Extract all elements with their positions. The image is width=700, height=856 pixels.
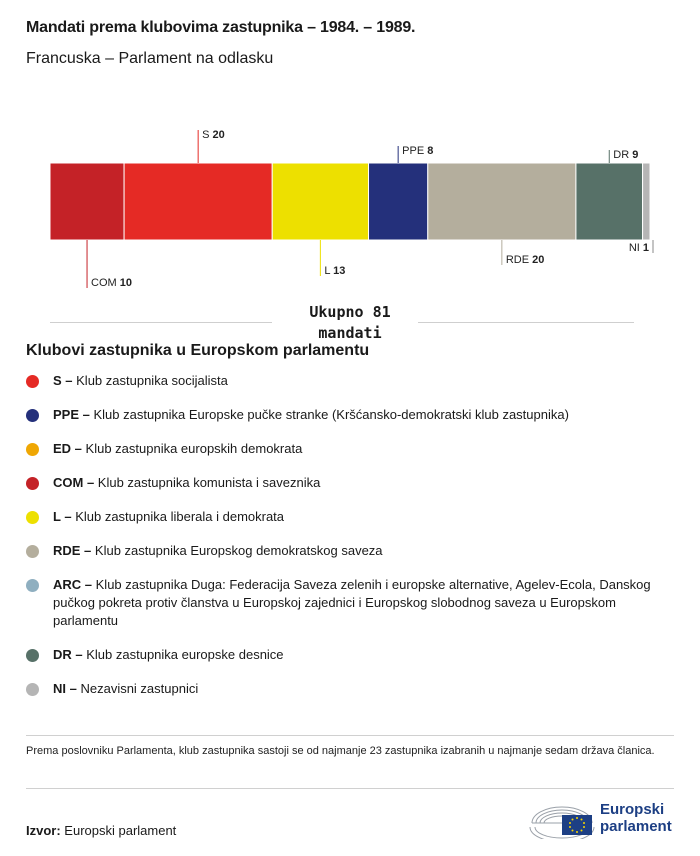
legend-swatch-com xyxy=(26,477,39,490)
legend-label-l xyxy=(53,508,663,526)
legend-swatch-l xyxy=(26,511,39,524)
source-label: Izvor: xyxy=(26,823,61,838)
legend-swatch-ni xyxy=(26,683,39,696)
legend-code: DR – xyxy=(53,647,83,662)
bar-segment-s xyxy=(124,163,272,240)
legend-label-dr xyxy=(53,646,663,664)
logo-wordmark xyxy=(600,801,672,835)
bar-segment-ni xyxy=(643,163,650,240)
total-divider-left xyxy=(50,322,272,323)
source-line xyxy=(26,823,176,838)
parliament-hemicycle-icon xyxy=(528,797,598,839)
total-seats-label: Ukupno 81 mandati xyxy=(309,303,391,342)
data-label-s: S 20 xyxy=(202,129,225,141)
logo-line-1: Europski xyxy=(600,801,665,818)
bar-segment-dr xyxy=(576,163,643,240)
legend-description: Klub zastupnika komunista i saveznika xyxy=(97,475,321,490)
european-parliament-logo xyxy=(528,797,678,839)
legend-description: Klub zastupnika liberala i demokrata xyxy=(75,509,285,524)
source-text: Europski parlament xyxy=(64,823,177,838)
legend-label-ppe xyxy=(53,406,663,424)
bar-segment-l xyxy=(272,163,368,240)
legend-code: L – xyxy=(53,509,72,524)
legend-swatch-dr xyxy=(26,649,39,662)
data-label-ppe: PPE 8 xyxy=(402,145,434,157)
legend-swatch-ppe xyxy=(26,409,39,422)
legend-description: Klub zastupnika Europskog demokratskog saveza xyxy=(94,543,383,558)
data-label-ni: NI 1 xyxy=(628,242,649,254)
legend-label-ed xyxy=(53,440,663,458)
bar-segment-com xyxy=(50,163,124,240)
legend-label-arc xyxy=(53,576,663,630)
footer-divider-bottom xyxy=(26,788,674,789)
legend-description: Klub zastupnika socijalista xyxy=(76,373,228,388)
legend-code: S – xyxy=(53,373,73,388)
legend-code: RDE – xyxy=(53,543,92,558)
legend-description: Nezavisni zastupnici xyxy=(80,681,199,696)
legend-swatch-rde xyxy=(26,545,39,558)
legend-code: COM – xyxy=(53,475,95,490)
bar-segment-ppe xyxy=(369,163,428,240)
legend-swatch-s xyxy=(26,375,39,388)
data-label-rde: RDE 20 xyxy=(505,254,545,266)
legend-code: PPE – xyxy=(53,407,90,422)
legend-swatch-ed xyxy=(26,443,39,456)
total-divider-right xyxy=(418,322,634,323)
footnote: Prema poslovniku Parlamenta, klub zastupnika sastoji se od najmanje 23 zastupnika izabranih u najmanje sedam država članica. xyxy=(26,745,655,757)
logo-line-2: parlament xyxy=(600,818,672,835)
data-label-com: COM 10 xyxy=(91,277,133,289)
legend-description: Klub zastupnika Duga: Federacija Saveza zelenih i europske alternative, Agelev-Ecola, Danskog pučkog pokreta protiv članstva u Europskoj zajednici i Europskog slobodnog saveza u Europskom parlamentu xyxy=(53,577,651,628)
legend-code: ED – xyxy=(53,441,82,456)
legend-description: Klub zastupnika europske desnice xyxy=(86,647,284,662)
legend-label-com xyxy=(53,474,663,492)
legend-code: NI – xyxy=(53,681,77,696)
stacked-bar-chart xyxy=(0,120,700,300)
legend-label-rde xyxy=(53,542,663,560)
legend-label-s xyxy=(53,372,663,390)
bar-segment-rde xyxy=(428,163,576,240)
data-label-dr: DR 9 xyxy=(613,149,639,161)
footer-divider-top xyxy=(26,735,674,736)
legend-label-ni xyxy=(53,680,663,698)
legend-description: Klub zastupnika europskih demokrata xyxy=(85,441,303,456)
chart-subtitle: Francuska – Parlament na odlasku xyxy=(26,50,274,67)
legend-swatch-arc xyxy=(26,579,39,592)
chart-title: Mandati prema klubovima zastupnika – 1984. – 1989. xyxy=(26,19,416,36)
legend-title: Klubovi zastupnika u Europskom parlamentu xyxy=(26,342,370,359)
legend-description: Klub zastupnika Europske pučke stranke (Kršćansko-demokratski klub zastupnika) xyxy=(93,407,569,422)
data-label-l: L 13 xyxy=(324,265,346,277)
legend-code: ARC – xyxy=(53,577,93,592)
